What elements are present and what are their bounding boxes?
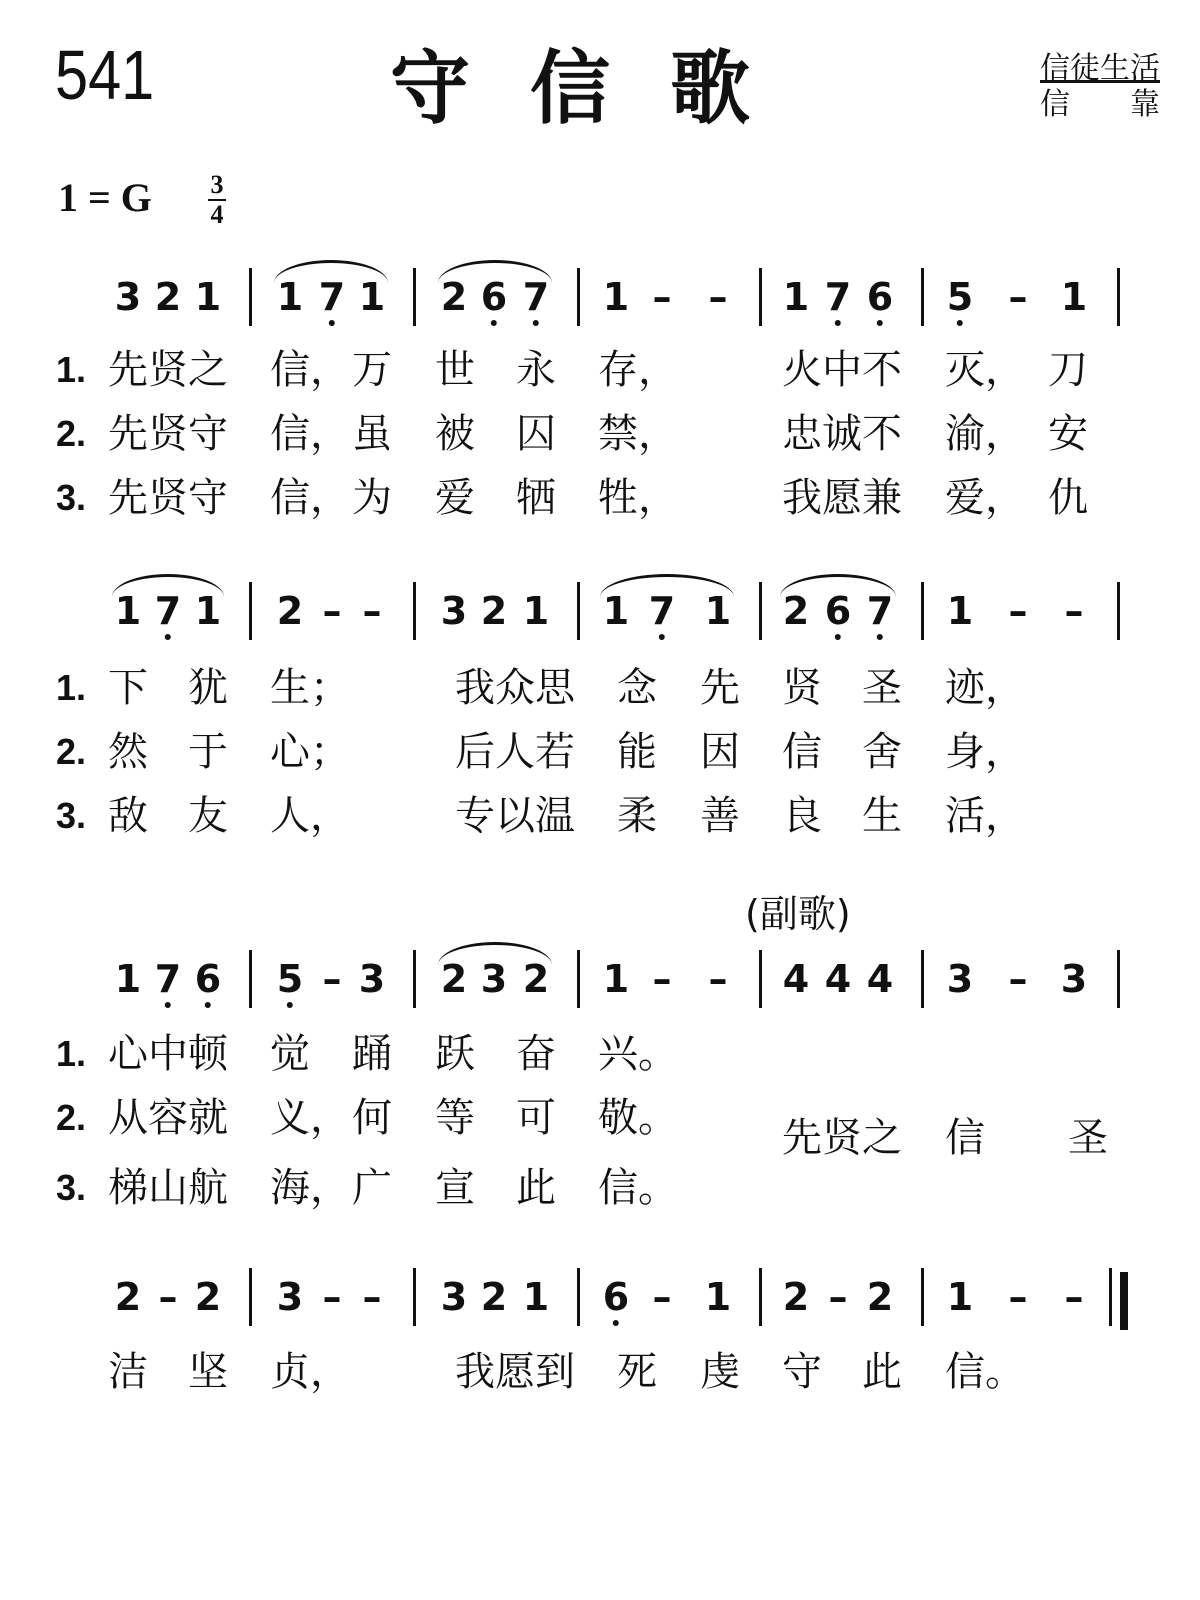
note: 2 (114, 1275, 142, 1319)
slur (438, 942, 552, 965)
note: 2 (782, 1275, 810, 1319)
hymn-title: 守信歌 (390, 41, 810, 135)
note: 2 (522, 957, 550, 1001)
keyword-char: 信 (1040, 87, 1070, 122)
lyric-char: 囚 (516, 411, 556, 457)
lyric-char: 敌 (108, 793, 148, 839)
lyric-char: 愿 (822, 475, 862, 521)
verse-number: 3. (56, 795, 87, 836)
lyric-char: 舍 (862, 729, 902, 775)
lyric-char: 人 (495, 729, 535, 775)
lyric-char: 存， (598, 347, 678, 393)
lyric-char: 以 (495, 793, 535, 839)
lyric-char: 先 (700, 665, 740, 711)
note: 3 (358, 957, 386, 1001)
verse-number: 2. (56, 731, 87, 772)
chorus-lyric-char: 信 (945, 1115, 985, 1161)
note: 1 (114, 589, 142, 633)
category-label: 信徒生活 (1040, 51, 1160, 86)
note: 4 (866, 957, 894, 1001)
note: 3 (276, 1275, 304, 1319)
lyric-char: 人， (270, 793, 350, 839)
lyric-char: 犹 (188, 665, 228, 711)
lyric-char: 愿 (495, 1349, 535, 1395)
lyric-char: 中 (822, 347, 862, 393)
barline (1117, 268, 1120, 326)
note: 5 (947, 278, 973, 316)
lyric-char: 贤 (148, 475, 188, 521)
lyric-char: 念 (617, 665, 657, 711)
lyric-char: 诚 (822, 411, 862, 457)
lyric-char: 爱 (435, 475, 475, 521)
note: 2 (480, 1275, 508, 1319)
lyric-char: 被 (435, 411, 475, 457)
time-denominator: 4 (210, 200, 224, 229)
note: 3 (114, 275, 142, 319)
lyric-char: 义， (270, 1095, 350, 1141)
lyric-char: 我 (455, 665, 495, 711)
lyric-char: 信， (270, 347, 350, 393)
barline (759, 582, 762, 640)
note: 5 (277, 960, 303, 998)
hymn-number: 541 (55, 36, 155, 114)
note: 1 (704, 589, 732, 633)
verse-number: 2. (56, 413, 87, 454)
barline (921, 268, 924, 326)
note: 1 (946, 589, 974, 633)
time-numerator: 3 (210, 170, 224, 199)
lyric-char: 洁 (108, 1349, 148, 1395)
note: – (652, 1275, 672, 1319)
note: 1 (1060, 275, 1088, 319)
lyric-char: 航 (188, 1165, 228, 1211)
lower-octave-dot (165, 1002, 171, 1008)
lyric-char: 觉 (270, 1031, 310, 1077)
lyric-char: 海， (270, 1165, 350, 1211)
verse-number: 1. (56, 349, 87, 390)
lyric-char: 此 (516, 1165, 556, 1211)
lyric-char: 先 (108, 475, 148, 521)
note: 7 (649, 592, 675, 630)
lyric-char: 身， (945, 729, 1025, 775)
lyric-char: 虔 (700, 1349, 740, 1395)
chorus-label: (副歌) (745, 892, 851, 936)
chorus-lyric-char: 贤 (822, 1115, 862, 1161)
note: – (362, 1275, 382, 1319)
verse-number: 3. (56, 477, 87, 518)
lyric-char: 善 (700, 793, 740, 839)
lower-octave-dot (835, 634, 841, 640)
lyric-char: 踊 (352, 1031, 392, 1077)
note: 2 (440, 275, 468, 319)
note: 7 (867, 592, 893, 630)
lyric-char: 从 (108, 1095, 148, 1141)
lyric-char: 渝， (945, 411, 1025, 457)
lower-octave-dot (329, 320, 335, 326)
note: 6 (867, 278, 893, 316)
lower-octave-dot (659, 634, 665, 640)
note: 1 (522, 1275, 550, 1319)
slur (112, 574, 224, 597)
note: 7 (825, 278, 851, 316)
note: – (828, 1275, 848, 1319)
lyric-char: 贤 (148, 347, 188, 393)
barline (921, 582, 924, 640)
note: – (362, 589, 382, 633)
note: 1 (602, 589, 630, 633)
note: 1 (194, 589, 222, 633)
lyric-char: 迹， (945, 665, 1025, 711)
lyric-char: 死 (617, 1349, 657, 1395)
lyric-char: 守 (782, 1349, 822, 1395)
lyric-char: 到 (535, 1349, 575, 1395)
barline (921, 950, 924, 1008)
lyric-char: 灭， (945, 347, 1025, 393)
final-barline (1120, 1272, 1128, 1330)
lyric-char: 火 (782, 347, 822, 393)
verse-number: 1. (56, 1033, 87, 1074)
lyric-char: 何 (352, 1095, 392, 1141)
note: 3 (946, 957, 974, 1001)
lyric-char: 下 (108, 665, 148, 711)
lyric-char: 先 (108, 411, 148, 457)
lyric-char: 专 (455, 793, 495, 839)
barline (249, 268, 252, 326)
lyric-char: 敬。 (598, 1095, 678, 1141)
note: 3 (480, 957, 508, 1001)
lyric-char: 信。 (598, 1165, 678, 1211)
note: 4 (782, 957, 810, 1001)
note: – (322, 589, 342, 633)
lyric-char: 爱， (945, 475, 1025, 521)
slur (780, 574, 896, 597)
lyric-char: 贤 (782, 665, 822, 711)
lyric-char: 我 (782, 475, 822, 521)
note: – (322, 1275, 342, 1319)
lyric-char: 仇 (1048, 475, 1088, 521)
lyric-char: 良 (782, 793, 822, 839)
note: – (708, 957, 728, 1001)
lower-octave-dot (533, 320, 539, 326)
lyric-char: 众 (495, 665, 535, 711)
barline (577, 1268, 580, 1326)
note: – (1008, 957, 1028, 1001)
note: 7 (155, 960, 181, 998)
barline (413, 950, 416, 1008)
barline (577, 950, 580, 1008)
note: 1 (194, 275, 222, 319)
lyric-char: 思 (535, 665, 575, 711)
lyric-char: 世 (435, 347, 475, 393)
note: 1 (602, 275, 630, 319)
lyric-char: 刀 (1048, 347, 1088, 393)
note: 1 (704, 1275, 732, 1319)
lyric-char: 生； (270, 665, 350, 711)
lyric-char: 此 (862, 1349, 902, 1395)
note: 1 (782, 275, 810, 319)
note: – (652, 275, 672, 319)
note: 2 (194, 1275, 222, 1319)
lyric-char: 容 (148, 1095, 188, 1141)
lyric-char: 广 (352, 1165, 392, 1211)
lyric-char: 守 (188, 411, 228, 457)
chorus-lyric-char: 之 (862, 1115, 902, 1161)
slur (600, 574, 734, 597)
lower-octave-dot (877, 634, 883, 640)
barline (759, 268, 762, 326)
lyric-char: 梯 (108, 1165, 148, 1211)
lyric-char: 坚 (188, 1349, 228, 1395)
lyric-char: 圣 (862, 665, 902, 711)
lyric-char: 心； (270, 729, 350, 775)
barline (413, 1268, 416, 1326)
note: 2 (866, 1275, 894, 1319)
barline (921, 1268, 924, 1326)
note: – (1008, 1275, 1028, 1319)
slur (274, 260, 388, 283)
note: 1 (358, 275, 386, 319)
note: 1 (522, 589, 550, 633)
lyric-char: 禁， (598, 411, 678, 457)
lyric-char: 兼 (862, 475, 902, 521)
lyric-char: 后 (455, 729, 495, 775)
note: – (322, 957, 342, 1001)
lyric-char: 若 (535, 729, 575, 775)
note: 1 (114, 957, 142, 1001)
note: 3 (440, 1275, 468, 1319)
lyric-char: 顿 (188, 1031, 228, 1077)
lyric-char: 信 (782, 729, 822, 775)
barline (413, 582, 416, 640)
lyric-char: 中 (148, 1031, 188, 1077)
note: 2 (154, 275, 182, 319)
lyric-char: 兴。 (598, 1031, 678, 1077)
note: 1 (276, 275, 304, 319)
lyric-char: 山 (148, 1165, 188, 1211)
lyric-char: 温 (535, 793, 575, 839)
barline (577, 268, 580, 326)
lyric-char: 不 (862, 347, 902, 393)
key-signature: 1 = G (58, 175, 152, 220)
note: – (652, 957, 672, 1001)
lyric-char: 等 (435, 1095, 475, 1141)
barline (249, 950, 252, 1008)
note: 2 (782, 589, 810, 633)
lyric-char: 为 (352, 475, 392, 521)
note: 1 (946, 1275, 974, 1319)
keyword-char: 靠 (1130, 87, 1160, 122)
keyword-label (1040, 88, 1160, 122)
lower-octave-dot (165, 634, 171, 640)
note: – (1064, 589, 1084, 633)
barline (249, 582, 252, 640)
lyric-char: 活， (945, 793, 1025, 839)
lyric-char: 虽 (352, 411, 392, 457)
lyric-char: 心 (108, 1031, 148, 1077)
barline (577, 582, 580, 640)
lyric-char: 守 (188, 475, 228, 521)
chorus-lyric-char: 圣 (1068, 1115, 1108, 1161)
lyric-char: 于 (188, 729, 228, 775)
barline (1117, 950, 1120, 1008)
lyric-char: 宣 (435, 1165, 475, 1211)
note: – (158, 1275, 178, 1319)
lyric-char: 信， (270, 475, 350, 521)
lyric-char: 信。 (945, 1349, 1025, 1395)
note: 7 (523, 278, 549, 316)
lyric-char: 忠 (782, 411, 822, 457)
slur (438, 260, 552, 283)
time-signature (208, 172, 226, 228)
note: – (708, 275, 728, 319)
lyric-char: 奋 (516, 1031, 556, 1077)
lower-octave-dot (287, 1002, 293, 1008)
barline (249, 1268, 252, 1326)
lyric-char: 跃 (435, 1031, 475, 1077)
lower-octave-dot (491, 320, 497, 326)
lyric-char: 万 (352, 347, 392, 393)
note: 2 (480, 589, 508, 633)
lyric-char: 能 (617, 729, 657, 775)
lyric-char: 信， (270, 411, 350, 457)
note: 6 (825, 592, 851, 630)
note: 3 (1060, 957, 1088, 1001)
verse-number: 3. (56, 1167, 87, 1208)
note: – (1064, 1275, 1084, 1319)
lyric-char: 贞， (270, 1349, 350, 1395)
lyric-char: 友 (188, 793, 228, 839)
barline (759, 1268, 762, 1326)
verse-number: 1. (56, 667, 87, 708)
note: 6 (195, 960, 221, 998)
lyric-char: 永 (516, 347, 556, 393)
lyric-char: 先 (108, 347, 148, 393)
note: 1 (602, 957, 630, 1001)
lyric-char: 可 (516, 1095, 556, 1141)
lyric-char: 就 (188, 1095, 228, 1141)
note: 2 (276, 589, 304, 633)
lyric-char: 然 (108, 729, 148, 775)
chorus-lyric-char: 先 (782, 1115, 822, 1161)
verse-number: 2. (56, 1097, 87, 1138)
lyric-char: 贤 (148, 411, 188, 457)
note: 7 (155, 592, 181, 630)
lyric-char: 我 (455, 1349, 495, 1395)
lyric-char: 因 (700, 729, 740, 775)
barline (1117, 582, 1120, 640)
lyric-char: 牲， (598, 475, 678, 521)
lyric-char: 不 (862, 411, 902, 457)
lyric-char: 牺 (516, 475, 556, 521)
note: 6 (481, 278, 507, 316)
lower-octave-dot (205, 1002, 211, 1008)
note: 6 (603, 1278, 629, 1316)
lower-octave-dot (613, 1320, 619, 1326)
barline (1109, 1268, 1112, 1326)
barline (413, 268, 416, 326)
barline (759, 950, 762, 1008)
lower-octave-dot (835, 320, 841, 326)
note: – (1008, 589, 1028, 633)
note: – (1008, 275, 1028, 319)
lyric-char: 柔 (617, 793, 657, 839)
lyric-char: 之 (188, 347, 228, 393)
lyric-char: 安 (1048, 411, 1088, 457)
lyric-char: 生 (862, 793, 902, 839)
note: 4 (824, 957, 852, 1001)
note: 3 (440, 589, 468, 633)
lower-octave-dot (957, 320, 963, 326)
note: 7 (319, 278, 345, 316)
note: 2 (440, 957, 468, 1001)
lower-octave-dot (877, 320, 883, 326)
